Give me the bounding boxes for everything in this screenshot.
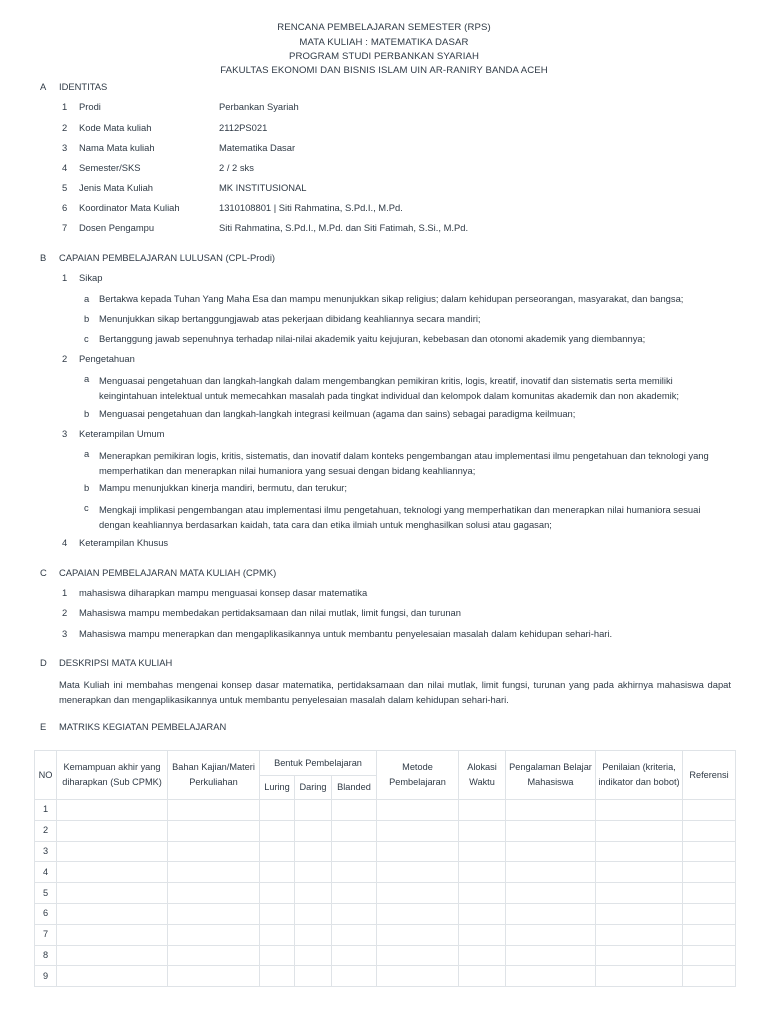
- identitas-label: Nama Mata kuliah: [79, 142, 155, 153]
- table-row: [35, 800, 736, 821]
- section-d-letter: D: [40, 657, 47, 668]
- section-c-title: CAPAIAN PEMBELAJARAN MATA KULIAH (CPMK): [59, 567, 277, 578]
- identitas-no: 2: [62, 122, 68, 133]
- section-a-title: IDENTITAS: [59, 81, 108, 92]
- identitas-label: Prodi: [79, 101, 101, 112]
- identitas-no: 5: [62, 182, 68, 193]
- row-no: 7: [35, 924, 57, 945]
- row-no: 6: [35, 903, 57, 924]
- section-e-title: MATRIKS KEGIATAN PEMBELAJARAN: [59, 721, 227, 732]
- cpl-group-no: 4: [62, 537, 68, 548]
- identitas-value: 1310108801 | Siti Rahmatina, S.Pd.I., M.Pd.: [219, 202, 403, 213]
- table-row: [35, 966, 736, 987]
- identitas-value: 2112PS021: [219, 122, 268, 133]
- header-metode: Metode Pembelajaran: [377, 751, 459, 800]
- row-no: 9: [35, 966, 57, 987]
- cpl-item-text: Bertakwa kepada Tuhan Yang Maha Esa dan mampu menunjukkan sikap religius; dalam kehidupan perseorangan, masyarakat, dan bangsa;: [99, 293, 684, 304]
- table-row: [35, 820, 736, 841]
- doc-title-line-1: RENCANA PEMBELAJARAN SEMESTER (RPS): [277, 22, 491, 33]
- row-no: 3: [35, 841, 57, 862]
- header-daring: Daring: [295, 776, 332, 800]
- cpmk-no: 1: [62, 587, 68, 598]
- identitas-no: 3: [62, 142, 68, 153]
- cpl-group-no: 3: [62, 428, 68, 439]
- header-pengalaman: Pengalaman Belajar Mahasiswa: [506, 751, 596, 800]
- cpl-item-text: Menguasai pengetahuan dan langkah-langkah integrasi keilmuan (agama dan sains) sebagai paradigma keilmuan;: [99, 408, 576, 419]
- identitas-no: 1: [62, 101, 68, 112]
- row-no: 8: [35, 945, 57, 966]
- cpl-item-text: Mampu menunjukkan kinerja mandiri, bermutu, dan terukur;: [99, 482, 348, 493]
- cpl-item-key: b: [84, 408, 90, 419]
- cpl-item-text: Menunjukkan sikap bertanggungjawab atas pekerjaan dibidang keahliannya secara mandiri;: [99, 313, 481, 324]
- identitas-value: MK INSTITUSIONAL: [219, 182, 307, 193]
- identitas-label: Jenis Mata Kuliah: [79, 182, 153, 193]
- cpl-item-key: c: [84, 502, 89, 513]
- cpl-item-text: Menerapkan pemikiran logis, kritis, sistematis, dan inovatif dalam konteks pengembangan atau implementasi ilmu pengetahuan dan teknologi yang memperhatikan dan menerapkan nilai humaniora yang sesuai dengan bidang keahliannya;: [99, 450, 709, 476]
- cpmk-text: Mahasiswa mampu membedakan pertidaksamaan dan nilai mutlak, limit fungsi, dan turunan: [79, 607, 461, 618]
- cpmk-no: 2: [62, 607, 68, 618]
- cpl-item-text: Mengkaji implikasi pengembangan atau implementasi ilmu pengetahuan, teknologi yang memperhatikan dan menerapkan nilai humaniora sesuai dengan keahliannya berdasarkan kaidah, tata cara dan etika ilmiah untuk menghasilkan solusi atau gagasan;: [99, 504, 701, 530]
- doc-title-line-3: PROGRAM STUDI PERBANKAN SYARIAH: [288, 51, 480, 62]
- header-bentuk: Bentuk Pembelajaran: [260, 751, 377, 776]
- doc-title-line-4: FAKULTAS EKONOMI DAN BISNIS ISLAM UIN AR-RANIRY BANDA ACEH: [220, 65, 548, 76]
- identitas-no: 7: [62, 222, 68, 233]
- cpmk-no: 3: [62, 628, 68, 639]
- deskripsi-text: Mata Kuliah ini membahas mengenai konsep dasar matematika, pertidaksamaan dan nilai mutlak, limit fungsi, turunan yang pada akhirnya mahasiswa dapat menerapkan dan mengaplikasikannya untuk membantu penyelesaian masalah dalam kehidupan sehari-hari.: [59, 679, 731, 705]
- table-row: [35, 903, 736, 924]
- cpl-item-key: b: [84, 482, 90, 493]
- row-no: 1: [35, 800, 57, 821]
- row-no: 2: [35, 820, 57, 841]
- cpl-item-key: a: [84, 293, 90, 304]
- section-d-title: DESKRIPSI MATA KULIAH: [59, 657, 173, 668]
- cpl-group-title: Keterampilan Umum: [79, 428, 165, 439]
- cpmk-text: Mahasiswa mampu menerapkan dan mengaplikasikannya untuk membantu penyelesaian masalah dalam kehidupan sehari-hari.: [79, 628, 613, 639]
- cpl-group-no: 1: [62, 272, 68, 283]
- cpl-group-title: Pengetahuan: [79, 353, 135, 364]
- cpl-group-title: Sikap: [79, 272, 103, 283]
- identitas-value: Perbankan Syariah: [219, 101, 299, 112]
- table-row: [35, 841, 736, 862]
- section-e-letter: E: [40, 721, 47, 732]
- header-referensi: Referensi: [683, 751, 736, 800]
- identitas-no: 4: [62, 162, 68, 173]
- identitas-label: Dosen Pengampu: [79, 222, 155, 233]
- cpl-group-title: Keterampilan Khusus: [79, 537, 169, 548]
- identitas-no: 6: [62, 202, 68, 213]
- cpl-item-text: Bertanggung jawab sepenuhnya terhadap nilai-nilai akademik yaitu kejujuran, kebebasan dan otonomi akademik yang diembannya;: [99, 333, 646, 344]
- section-b-title: CAPAIAN PEMBELAJARAN LULUSAN (CPL-Prodi): [59, 252, 276, 263]
- identitas-value: Siti Rahmatina, S.Pd.I., M.Pd. dan Siti Fatimah, S.Si., M.Pd.: [219, 222, 469, 233]
- section-a-letter: A: [40, 81, 47, 92]
- header-blanded: Blanded: [332, 776, 377, 800]
- doc-title-line-2: MATA KULIAH : MATEMATIKA DASAR: [299, 37, 469, 48]
- table-row: [35, 924, 736, 945]
- table-row: [35, 862, 736, 883]
- row-no: 4: [35, 862, 57, 883]
- header-luring: Luring: [260, 776, 295, 800]
- identitas-label: Semester/SKS: [79, 162, 141, 173]
- cpl-item-key: a: [84, 373, 90, 384]
- section-c-letter: C: [40, 567, 47, 578]
- identitas-label: Kode Mata kuliah: [79, 122, 152, 133]
- header-penilaian: Penilaian (kriteria, indikator dan bobot): [596, 751, 683, 800]
- header-no: NO: [35, 751, 57, 800]
- cpl-item-key: a: [84, 448, 90, 459]
- header-kemampuan: Kemampuan akhir yang diharapkan (Sub CPMK): [57, 751, 168, 800]
- header-bahan: Bahan Kajian/Materi Perkuliahan: [168, 751, 260, 800]
- identitas-value: Matematika Dasar: [219, 142, 296, 153]
- header-alokasi: Alokasi Waktu: [459, 751, 506, 800]
- table-row: [35, 945, 736, 966]
- identitas-value: 2 / 2 sks: [219, 162, 254, 173]
- matriks-table: [34, 750, 736, 987]
- identitas-label: Koordinator Mata Kuliah: [79, 202, 180, 213]
- cpl-group-no: 2: [62, 353, 68, 364]
- cpl-item-text: Menguasai pengetahuan dan langkah-langkah dalam mengembangkan pemikiran kritis, logis, kreatif, inovatif dan sistematis serta memiliki keingintahuan intelektual untuk memecahkan masalah pada tingkat individual dan kelompok dalam komunitas akademik dan non akademik;: [99, 375, 680, 401]
- cpmk-text: mahasiswa diharapkan mampu menguasai konsep dasar matematika: [79, 587, 368, 598]
- row-no: 5: [35, 883, 57, 904]
- table-row: [35, 883, 736, 904]
- cpl-item-key: c: [84, 333, 89, 344]
- section-b-letter: B: [40, 252, 47, 263]
- cpl-item-key: b: [84, 313, 90, 324]
